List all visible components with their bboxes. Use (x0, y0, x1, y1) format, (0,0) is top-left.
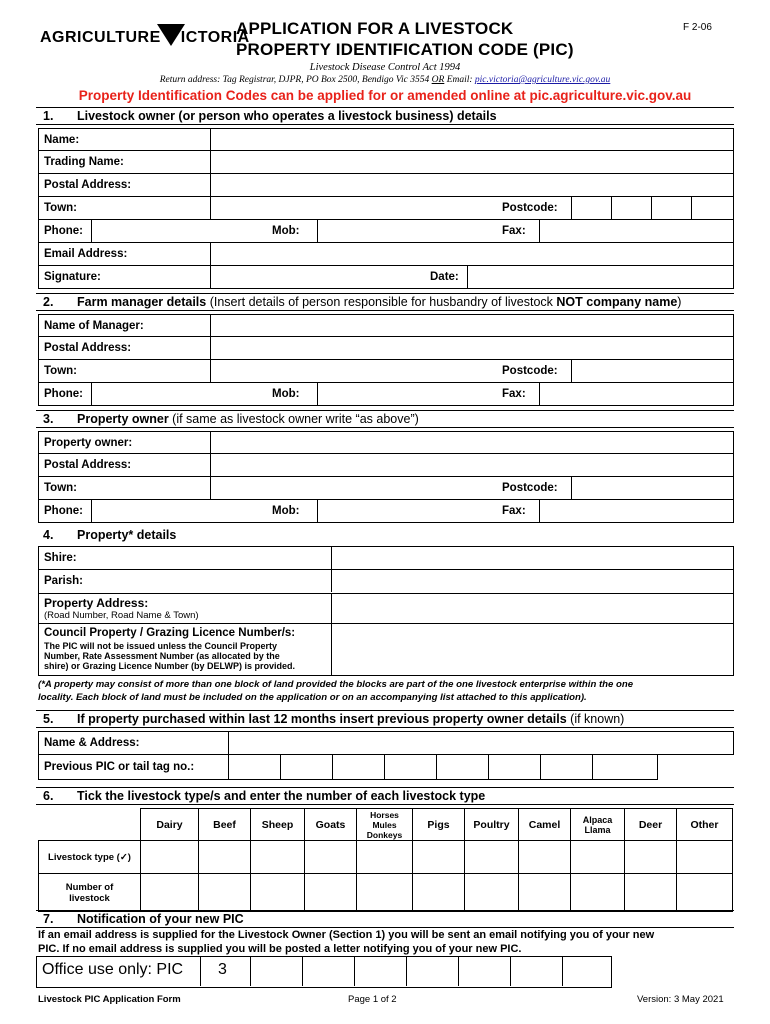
office-pic-char-1[interactable] (200, 957, 250, 986)
email-label: Email Address: (44, 248, 128, 260)
signature-field[interactable] (210, 266, 425, 288)
pic-char-3[interactable] (332, 755, 384, 779)
blank-corner-cell (39, 809, 141, 841)
name-address-field[interactable] (228, 732, 734, 754)
pic-char-1[interactable] (228, 755, 280, 779)
office-pic-char-8[interactable] (562, 957, 610, 986)
town-label: Town: (44, 482, 77, 494)
section-note-end: ) (677, 295, 682, 309)
council-note-line-1: The PIC will not be issued unless the Council Property (44, 641, 278, 651)
phone-label: Phone: (44, 505, 83, 517)
type-header: Sheep (251, 809, 305, 841)
livestock-table (38, 808, 733, 912)
livestock-type-label: Livestock type (✓) (39, 841, 141, 874)
town-field[interactable] (210, 197, 497, 219)
section-note: (if known) (566, 712, 625, 726)
property-owner-label: Property owner: (44, 437, 133, 449)
number-cell[interactable] (625, 874, 677, 912)
council-number-label: Council Property / Grazing Licence Number/s: (44, 627, 296, 639)
section-note: (if same as livestock owner write “as above”) (168, 412, 419, 426)
tick-cell[interactable] (677, 841, 733, 874)
name-address-label: Name & Address: (44, 737, 140, 749)
footnote-line-2: locality. Each block of land must be included on the application or on an accompanying list attached to this application). (38, 692, 587, 703)
return-or: OR (431, 75, 445, 85)
section-title: Farm manager details (77, 295, 207, 309)
tick-cell[interactable] (357, 841, 413, 874)
s3-owner-row (38, 431, 734, 454)
s2-town-row (38, 360, 734, 383)
date-field[interactable] (467, 266, 734, 288)
section-title: Property* details (77, 528, 177, 542)
postcode-label: Postcode: (502, 202, 558, 214)
type-header: Alpaca Llama (571, 809, 625, 841)
form-title (236, 18, 574, 60)
mob-label: Mob: (272, 505, 300, 517)
tick-cell[interactable] (465, 841, 519, 874)
section-title: Tick the livestock type/s and enter the number of each livestock type (77, 789, 486, 803)
postal-address-field[interactable] (210, 337, 734, 359)
agriculture-victoria-logo (40, 24, 250, 47)
type-header: Camel (519, 809, 571, 841)
section-number: 1. (43, 109, 54, 123)
s2-postal-row (38, 337, 734, 360)
tick-cell[interactable] (519, 841, 571, 874)
s1-trading-row (38, 151, 734, 174)
mob-label: Mob: (272, 225, 300, 237)
fax-field[interactable] (539, 220, 734, 242)
notification-text (38, 928, 738, 956)
mob-field[interactable] (317, 500, 497, 522)
title-line-2: PROPERTY IDENTIFICATION CODE (PIC) (236, 40, 574, 59)
footnote-line-1: (*A property may consist of more than one block of land provided the blocks are part of the one livestock enterprise within the one (38, 679, 634, 690)
return-email-label: Email: (444, 75, 475, 85)
parish-label: Parish: (44, 575, 83, 587)
council-note-line-3: shire) or Grazing Licence Number (by DELWP) is provided. (44, 661, 296, 671)
type-header: Pigs (413, 809, 465, 841)
s1-postal-row (38, 174, 734, 197)
footer-form-name: Livestock PIC Application Form (38, 994, 181, 1005)
postcode-label: Postcode: (502, 365, 558, 377)
type-header: Poultry (465, 809, 519, 841)
title-line-1: APPLICATION FOR A LIVESTOCK (236, 19, 514, 38)
return-address-text: Return address: Tag Registrar, DJPR, PO Box 2500, Bendigo Vic 3554 (159, 75, 432, 85)
council-note (44, 641, 295, 671)
postcode-digit-4[interactable] (691, 197, 734, 219)
livestock-header-row (39, 809, 733, 841)
phone-field[interactable] (91, 383, 267, 405)
office-pic-char-3[interactable] (302, 957, 354, 986)
section-4-heading (43, 528, 176, 542)
trading-name-field[interactable] (210, 151, 734, 173)
s5-name-row (38, 731, 734, 755)
office-pic-digit: 3 (218, 961, 227, 978)
section-7-heading (36, 910, 734, 928)
postcode-digit-3[interactable] (651, 197, 691, 219)
section-title: If property purchased within last 12 months insert previous property owner details (77, 712, 567, 726)
pic-char-6[interactable] (488, 755, 540, 779)
type-header: Goats (305, 809, 357, 841)
section-number: 3. (43, 412, 54, 426)
mob-label: Mob: (272, 388, 300, 400)
s1-name-row (38, 128, 734, 151)
s2-phone-row (38, 383, 734, 406)
fax-field[interactable] (539, 383, 734, 405)
s1-email-row (38, 243, 734, 266)
postal-address-field[interactable] (210, 454, 734, 476)
tick-cell[interactable] (571, 841, 625, 874)
town-label: Town: (44, 365, 77, 377)
date-label: Date: (430, 271, 459, 283)
trading-name-label: Trading Name: (44, 156, 124, 168)
return-address (0, 75, 770, 85)
logo-text-right: ICTORIA (180, 29, 250, 46)
pic-char-5[interactable] (436, 755, 488, 779)
phone-field[interactable] (91, 500, 267, 522)
s4-shire-row (38, 546, 734, 570)
logo-text-left: AGRICULTURE (40, 29, 161, 46)
number-cell[interactable] (519, 874, 571, 912)
signature-label: Signature: (44, 271, 101, 283)
type-header: Dairy (141, 809, 199, 841)
manager-field[interactable] (210, 315, 734, 337)
section-note: (Insert details of person responsible for husbandry of livestock (206, 295, 557, 309)
pic-char-7[interactable] (540, 755, 592, 779)
section-6-heading (36, 787, 734, 805)
type-header: Other (677, 809, 733, 841)
office-pic-char-6[interactable] (458, 957, 510, 986)
number-cell[interactable] (357, 874, 413, 912)
section-title: Livestock owner (or person who operates a livestock business) details (77, 109, 497, 123)
postcode-field[interactable] (571, 477, 734, 499)
type-header: Deer (625, 809, 677, 841)
tick-cell[interactable] (305, 841, 357, 874)
property-owner-field[interactable] (210, 432, 734, 454)
fax-label: Fax: (502, 225, 526, 237)
s4-council-row (38, 624, 734, 676)
notification-line-1: If an email address is supplied for the Livestock Owner (Section 1) you will be sent an email notifying you of your new (38, 929, 655, 941)
council-number-field[interactable] (331, 624, 734, 675)
s1-phone-row (38, 220, 734, 243)
pic-char-4[interactable] (384, 755, 436, 779)
tick-cell[interactable] (251, 841, 305, 874)
section-title: Property owner (77, 412, 169, 426)
postcode-digit-1[interactable] (571, 197, 611, 219)
name-field[interactable] (210, 129, 734, 151)
town-field[interactable] (210, 477, 497, 499)
type-header: Horses Mules Donkeys (357, 809, 413, 841)
number-cell[interactable] (251, 874, 305, 912)
number-cell[interactable] (465, 874, 519, 912)
phone-label: Phone: (44, 388, 83, 400)
shire-field[interactable] (331, 547, 734, 569)
livestock-number-row (39, 874, 733, 912)
section-number: 6. (43, 789, 54, 803)
pic-char-2[interactable] (280, 755, 332, 779)
section-title: Notification of your new PIC (77, 912, 244, 926)
number-cell[interactable] (141, 874, 199, 912)
office-pic-char-2[interactable] (250, 957, 302, 986)
postal-address-field[interactable] (210, 174, 734, 196)
section-number: 5. (43, 712, 54, 726)
s4-parish-row (38, 570, 734, 594)
livestock-tick-row (39, 841, 733, 874)
section-2-heading (36, 293, 734, 311)
phone-label: Phone: (44, 225, 83, 237)
fax-label: Fax: (502, 505, 526, 517)
notification-line-2: PIC. If no email address is supplied you will be posted a letter notifying you of your new PIC. (38, 943, 522, 955)
postal-address-label: Postal Address: (44, 459, 132, 471)
form-number: F 2-06 (683, 22, 712, 33)
postcode-field[interactable] (571, 360, 734, 382)
footer-version: Version: 3 May 2021 (637, 994, 724, 1005)
postcode-label: Postcode: (502, 482, 558, 494)
town-label: Town: (44, 202, 77, 214)
footer-page-number: Page 1 of 2 (348, 994, 397, 1005)
office-use-label: Office use only: PIC (42, 961, 184, 978)
section-1-heading (36, 107, 734, 125)
tick-cell[interactable] (413, 841, 465, 874)
section-3-heading (36, 410, 734, 428)
office-use-box (36, 956, 612, 988)
phone-field[interactable] (91, 220, 267, 242)
act-name: Livestock Disease Control Act 1994 (309, 62, 461, 73)
s3-postal-row (38, 454, 734, 477)
property-address-field[interactable] (331, 594, 734, 623)
fax-field[interactable] (539, 500, 734, 522)
shire-label: Shire: (44, 552, 77, 564)
mob-field[interactable] (317, 220, 497, 242)
previous-pic-label: Previous PIC or tail tag no.: (44, 761, 195, 773)
section-number: 7. (43, 912, 54, 926)
section-note-bold: NOT company name (556, 295, 678, 309)
type-header: Beef (199, 809, 251, 841)
council-note-line-2: Number, Rate Assessment Number (as allocated by the (44, 651, 280, 661)
pic-char-8[interactable] (592, 755, 658, 779)
return-email-link[interactable]: pic.victoria@agriculture.vic.gov.au (474, 75, 611, 85)
property-address-label: Property Address: (44, 596, 149, 610)
town-field[interactable] (210, 360, 497, 382)
name-label: Name: (44, 134, 80, 146)
number-cell[interactable] (413, 874, 465, 912)
tick-cell[interactable] (199, 841, 251, 874)
s1-town-row (38, 197, 734, 220)
s1-signature-row (38, 266, 734, 289)
office-pic-char-5[interactable] (406, 957, 458, 986)
parish-field[interactable] (331, 570, 734, 592)
s3-town-row (38, 477, 734, 500)
property-footnote (38, 678, 738, 704)
s4-address-row (38, 594, 734, 624)
manager-label: Name of Manager: (44, 320, 144, 332)
number-cell[interactable] (571, 874, 625, 912)
office-pic-char-7[interactable] (510, 957, 562, 986)
number-cell[interactable] (677, 874, 733, 912)
s2-manager-row (38, 314, 734, 337)
postcode-digit-2[interactable] (611, 197, 651, 219)
s3-phone-row (38, 500, 734, 523)
postal-address-label: Postal Address: (44, 179, 132, 191)
email-field[interactable] (210, 243, 734, 265)
section-5-heading (36, 710, 734, 728)
online-notice: Property Identification Codes can be applied for or amended online at pic.agriculture.vic.gov.au (78, 88, 692, 103)
tick-cell[interactable] (625, 841, 677, 874)
fax-label: Fax: (502, 388, 526, 400)
s5-pic-row (38, 754, 658, 780)
section-number: 2. (43, 295, 54, 309)
section-number: 4. (43, 528, 54, 542)
number-of-livestock-label: Number of livestock (39, 874, 141, 912)
mob-field[interactable] (317, 383, 497, 405)
number-cell[interactable] (305, 874, 357, 912)
office-pic-char-4[interactable] (354, 957, 406, 986)
postal-address-label: Postal Address: (44, 342, 132, 354)
number-cell[interactable] (199, 874, 251, 912)
tick-cell[interactable] (141, 841, 199, 874)
property-address-hint: (Road Number, Road Name & Town) (44, 610, 199, 621)
